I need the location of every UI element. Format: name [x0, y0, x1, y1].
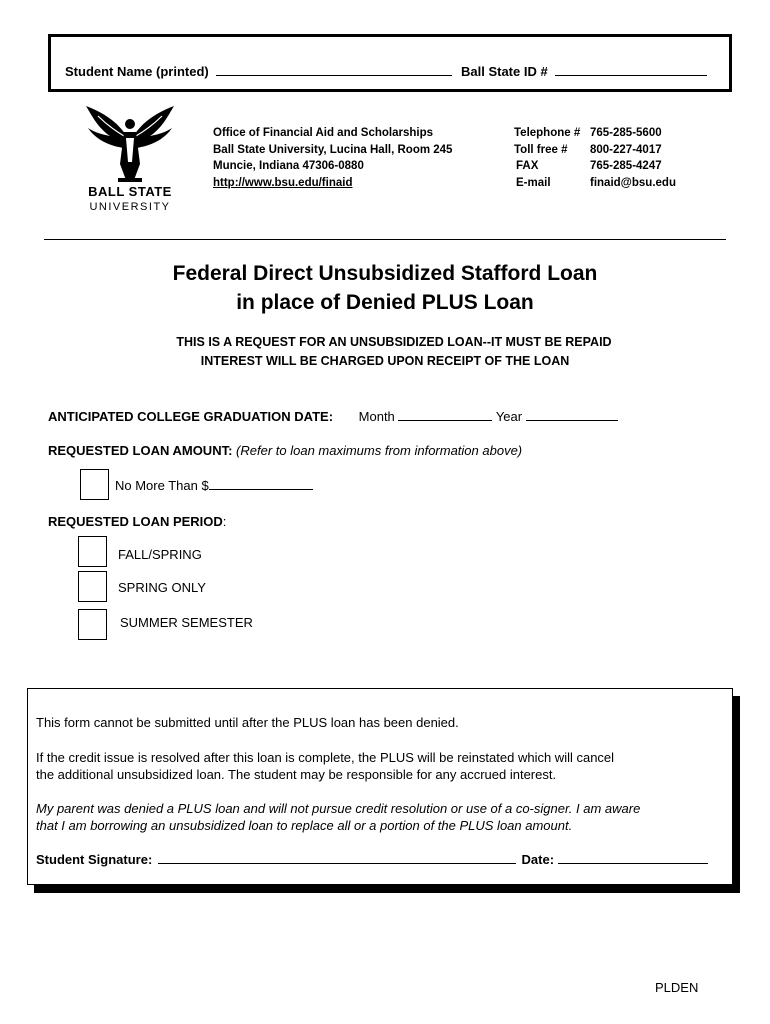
university-name-line1: BALL STATE	[88, 184, 172, 199]
loan-amount-row	[48, 443, 522, 458]
student-name-field	[65, 61, 452, 79]
no-more-than-label: No More Than $	[115, 478, 209, 493]
contact-label: E-mail	[516, 176, 551, 189]
signature-row	[36, 849, 708, 868]
contact-value: finaid@bsu.edu	[590, 176, 676, 189]
graduation-date-label: ANTICIPATED COLLEGE GRADUATION DATE:	[48, 409, 334, 424]
loan-period-colon: :	[222, 514, 227, 529]
header-divider	[44, 239, 726, 240]
month-line[interactable]	[398, 406, 492, 421]
statement-p3-line2: that I am borrowing an unsubsidized loan to replace all or a portion of the PLUS loan amount.	[36, 818, 573, 833]
statement-p2-line1: If the credit issue is resolved after this loan is complete, the PLUS will be reinstated which will cancel	[36, 750, 615, 765]
contact-value: 765-285-5600	[590, 127, 662, 139]
office-line: Ball State University, Lucina Hall, Room 245	[213, 143, 453, 156]
date-line[interactable]	[558, 849, 708, 864]
ball-state-id-field	[461, 61, 707, 79]
graduation-date-row	[48, 406, 618, 424]
month-label: Month	[358, 409, 395, 424]
contact-label: Telephone #	[514, 127, 581, 139]
no-more-than-checkbox[interactable]	[80, 469, 109, 500]
form-title-line2: in place of Denied PLUS Loan	[236, 291, 534, 314]
statement-box	[27, 688, 733, 885]
loan-amount-label: REQUESTED LOAN AMOUNT:	[48, 443, 233, 458]
summer-semester-checkbox[interactable]	[78, 609, 107, 640]
ball-state-id-line[interactable]	[555, 61, 707, 76]
ball-state-logo	[80, 102, 180, 220]
student-info-box	[48, 34, 732, 92]
cardinal-statue-icon	[80, 102, 180, 184]
statement-p3-line1: My parent was denied a PLUS loan and will not pursue credit resolution or use of a co-signer. I am aware	[36, 801, 641, 816]
statement-paragraph-3	[36, 800, 640, 834]
office-line: Office of Financial Aid and Scholarships	[213, 127, 434, 139]
spring-only-label: SPRING ONLY	[118, 580, 206, 595]
form-code: PLDEN	[655, 980, 699, 995]
university-name-line2: UNIVERSITY	[89, 201, 171, 213]
spring-only-checkbox[interactable]	[78, 571, 107, 602]
contact-row	[514, 158, 676, 175]
form-title-line1: Federal Direct Unsubsidized Stafford Loan	[172, 262, 598, 285]
fall-spring-checkbox[interactable]	[78, 536, 107, 567]
student-name-line[interactable]	[216, 61, 452, 76]
office-line: Muncie, Indiana 47306-0880	[213, 160, 364, 172]
summer-semester-label: SUMMER SEMESTER	[120, 615, 253, 630]
statement-paragraph-2	[36, 749, 614, 783]
year-line[interactable]	[526, 406, 618, 421]
fall-spring-label: FALL/SPRING	[118, 547, 202, 562]
loan-period-row	[48, 514, 226, 529]
statement-p2-line2: the additional unsubsidized loan. The student may be responsible for any accrued interest.	[36, 767, 557, 782]
amount-line[interactable]	[209, 475, 313, 490]
student-signature-label: Student Signature:	[36, 852, 153, 867]
finaid-website-link[interactable]: http://www.bsu.edu/finaid	[213, 176, 353, 189]
contact-row	[514, 125, 676, 142]
contact-info	[514, 125, 676, 191]
loan-period-label: REQUESTED LOAN PERIOD	[48, 514, 223, 529]
contact-value: 800-227-4017	[590, 143, 662, 156]
statement-paragraph-1: This form cannot be submitted until after the PLUS loan has been denied.	[36, 715, 459, 730]
contact-label: Toll free #	[514, 143, 568, 156]
contact-row	[514, 142, 676, 159]
year-label: Year	[495, 409, 523, 424]
student-signature-line[interactable]	[158, 849, 516, 864]
notice-line1: THIS IS A REQUEST FOR AN UNSUBSIDIZED LOAN--IT MUST BE REPAID	[176, 335, 612, 349]
no-more-than-field	[115, 475, 313, 493]
date-label: Date:	[521, 852, 555, 867]
loan-amount-note: (Refer to loan maximums from information above)	[236, 443, 523, 458]
notice-line2: INTEREST WILL BE CHARGED UPON RECEIPT OF THE LOAN	[200, 354, 570, 368]
contact-value: 765-285-4247	[590, 160, 662, 172]
office-address	[213, 125, 452, 191]
contact-label: FAX	[516, 160, 539, 172]
form-title	[0, 259, 770, 317]
ball-state-id-label: Ball State ID #	[461, 64, 548, 79]
contact-row	[514, 175, 676, 192]
student-name-label: Student Name (printed)	[65, 64, 209, 79]
repayment-notice	[0, 333, 770, 371]
